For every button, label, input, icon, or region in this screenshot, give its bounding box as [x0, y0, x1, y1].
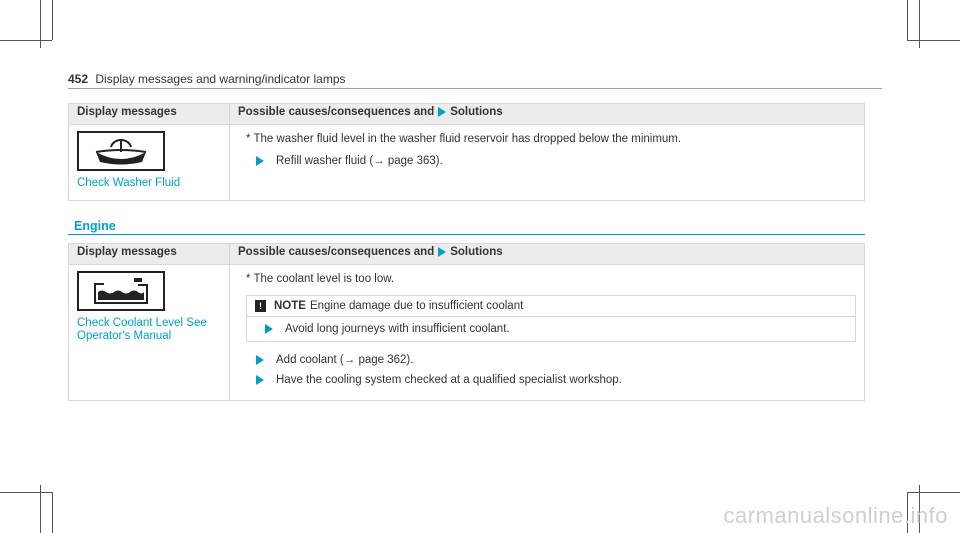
cause-text: * The washer fluid level in the washer fluid reservoir has dropped below the minimum.	[246, 133, 682, 145]
note-text: Engine damage due to insufficient coolant	[309, 300, 524, 313]
col-header-causes: Possible causes/consequences and Solutions	[230, 244, 865, 265]
cause-cell	[230, 125, 865, 201]
watermark: carmanualsonline.info	[723, 503, 948, 528]
section-divider	[68, 234, 865, 235]
crop-mark	[907, 0, 908, 40]
note-box	[246, 295, 856, 317]
coolant-table	[68, 243, 865, 401]
cause-cell	[230, 265, 865, 401]
warning-icon: !	[255, 300, 266, 312]
page-number: 452	[68, 72, 89, 86]
col-header-display: Display messages	[69, 104, 230, 125]
col-header-causes: Possible causes/consequences and Solutions	[230, 104, 865, 125]
arrow-icon	[256, 355, 264, 365]
crop-mark	[52, 492, 53, 533]
cause-text: * The coolant level is too low.	[246, 273, 395, 285]
solution-step: Have the cooling system checked at a qualified specialist workshop.	[256, 374, 856, 386]
message-label: Check Washer Fluid	[77, 177, 181, 189]
solution-step: Add coolant (→ page 362).	[256, 354, 856, 366]
coolant-level-icon	[77, 271, 165, 311]
arrow-icon	[256, 156, 264, 166]
crop-mark	[907, 492, 960, 493]
crop-mark	[52, 0, 53, 40]
arrow-icon	[265, 324, 273, 334]
message-label: Check Coolant Level See Operator's Manual	[77, 317, 207, 342]
display-message-cell	[69, 265, 230, 401]
arrow-icon	[438, 107, 446, 117]
crop-mark	[0, 40, 52, 41]
arrow-icon	[256, 375, 264, 385]
note-title: NOTE	[274, 300, 306, 313]
crop-mark	[0, 492, 52, 493]
page-title: Display messages and warning/indicator lamps	[95, 72, 346, 86]
section-title: Engine	[74, 219, 116, 233]
crop-mark	[907, 40, 960, 41]
page-header	[68, 72, 346, 86]
washer-fluid-icon	[77, 131, 165, 171]
note-solution: Avoid long journeys with insufficient coolant.	[246, 317, 856, 342]
arrow-icon	[438, 247, 446, 257]
washer-fluid-table	[68, 103, 865, 201]
display-message-cell	[69, 125, 230, 201]
solution-step: Refill washer fluid (→ page 363).	[256, 155, 856, 167]
col-header-display: Display messages	[69, 244, 230, 265]
header-divider	[68, 88, 882, 89]
